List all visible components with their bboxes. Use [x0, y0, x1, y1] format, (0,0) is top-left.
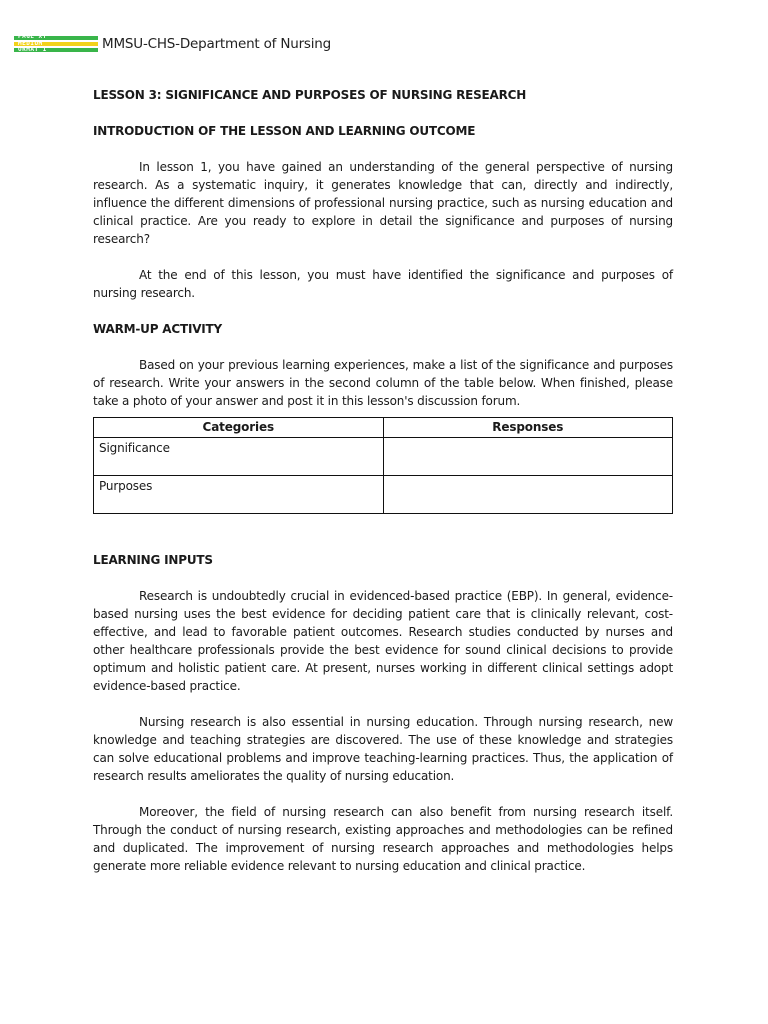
warmup-paragraph: Based on your previous learning experiences, make a list of the significance and purposes of research. Write your answers in the second column of the table below. When finished, please take a photo of your answer and post it in this lesson's discussion forum. — [93, 358, 673, 408]
intro-paragraph: In lesson 1, you have gained an understanding of the general perspective of nursing research. As a systematic inquiry, it generates knowledge that can, directly and indirectly, influence the different dimensions of professional nursing practice, such as nursing education and clinical practice. Are you ready to explore in detail the significance and purposes of nursing research? — [93, 160, 673, 246]
table-header-responses: Responses — [383, 418, 673, 438]
page-header — [14, 33, 331, 55]
logo-text-line: PAGE XT — [18, 33, 47, 40]
intro-paragraph: At the end of this lesson, you must have identified the significance and purposes of nursing research. — [93, 268, 673, 300]
table-cell-category: Significance — [94, 438, 384, 476]
lesson-title: LESSON 3: SIGNIFICANCE AND PURPOSES OF NURSING RESEARCH — [93, 88, 527, 102]
table-cell-category: Purposes — [94, 476, 384, 514]
logo-text-line: MEDIUM — [18, 39, 43, 47]
learning-inputs-paragraph: Moreover, the field of nursing research can also benefit from nursing research itself. Through the conduct of nursing research, existing approaches and methodologies can be refined and duplicated. The improvement of nursing research approaches and methodologies helps generate more reliable evidence relevant to nursing education and clinical practice. — [93, 805, 673, 873]
table-row — [94, 438, 673, 476]
learning-inputs-paragraph: Nursing research is also essential in nursing education. Through nursing research, new knowledge and teaching strategies are discovered. The use of these knowledge and strategies can solve educational problems and improve teaching-learning practices. Thus, the application of research results ameliorates the quality of nursing education. — [93, 715, 673, 783]
learning-inputs-paragraph: Research is undoubtedly crucial in evidenced-based practice (EBP). In general, evidence-based nursing uses the best evidence for deciding patient care that is clinically relevant, cost-effective, and lead to favorable patient outcomes. Research studies conducted by nurses and other healthcare professionals provide the best evidence for sound clinical decisions to provide optimum and holistic patient care. At present, nurses working in different clinical settings adopt evidence-based practice. — [93, 589, 673, 693]
table-header-categories: Categories — [94, 418, 384, 438]
header-title: MMSU-CHS-Department of Nursing — [102, 36, 332, 52]
table-cell-response — [383, 476, 673, 514]
warmup-heading: WARM-UP ACTIVITY — [93, 322, 223, 336]
logo — [14, 34, 98, 54]
learning-inputs-heading: LEARNING INPUTS — [93, 553, 213, 567]
warmup-table — [93, 417, 673, 514]
intro-heading: INTRODUCTION OF THE LESSON AND LEARNING OUTCOME — [93, 124, 476, 138]
table-row — [94, 476, 673, 514]
document-body — [93, 86, 673, 893]
table-header-row — [94, 418, 673, 438]
logo-text — [18, 34, 94, 54]
table-cell-response — [383, 438, 673, 476]
logo-text-line: ORMAT 1 — [18, 46, 47, 53]
